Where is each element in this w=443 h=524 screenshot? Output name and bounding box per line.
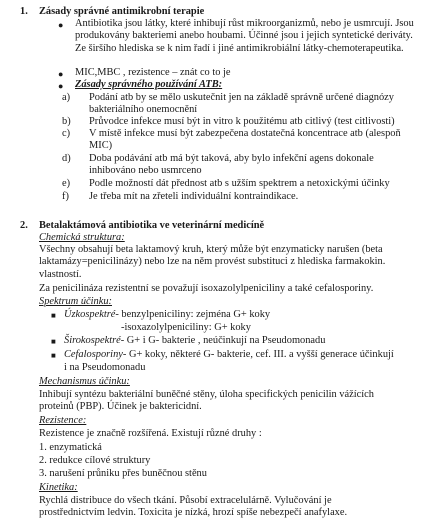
bullet-dot-icon: ●: [58, 20, 64, 30]
rule-label: b): [62, 116, 71, 127]
spectrum-narrow-label: Úzkospektré: [64, 309, 116, 320]
text-line: prostřednictvím ledvin. Toxicita je nízká, hrozí spíše nebezpečí anafylaxe.: [39, 507, 348, 519]
kinetics-text: [39, 495, 427, 520]
spectrum-broad-label: Širokospektré: [64, 335, 121, 346]
bullet-antibiotics-definition: [75, 18, 427, 55]
resistance-type: 1. enzymatická: [39, 442, 102, 453]
spectrum-cephalosporins: [64, 349, 394, 361]
rule-label: e): [62, 178, 71, 189]
spectrum-narrow: [64, 309, 270, 321]
square-bullet-icon: ■: [51, 351, 56, 360]
section-2-title: Betalaktámová antibiotika ve veterinární medicíně: [39, 220, 265, 231]
rule-c: [89, 128, 427, 153]
rule-a: [89, 92, 427, 117]
bullet-mic-mbc: MIC,MBC , rezistence – znát co to je: [75, 67, 231, 78]
text-line: Rychlá distribuce do všech tkání. Působí extracelulárně. Vylučování je: [39, 495, 332, 506]
text-line: V místě infekce musí být zabezpečena dostatečná koncentrace atb (alespoň: [89, 128, 401, 139]
square-bullet-icon: ■: [51, 311, 56, 320]
spectrum-narrow-text: - benzylpeniciliny: zejména G+ koky: [115, 309, 271, 320]
spectrum-ceph-text: - G+ koky, některé G- bakterie, cef. III. a vyšší generace účinkují: [122, 349, 394, 360]
rule-e: Podle možností dát přednost atb s užším spektrem a netoxickými účinky: [89, 178, 390, 189]
mechanism-text: [39, 389, 427, 414]
mechanism-heading: Mechanismus účinku:: [39, 376, 130, 387]
resistance-type: 2. redukce cílové struktury: [39, 455, 151, 466]
text-line: Podání atb by se mělo uskutečnit jen na základě správně určené diagnózy: [89, 92, 394, 103]
atb-rules-heading: Zásady správného používání ATB:: [75, 79, 223, 90]
text-line: bakteriálního onemocnění: [89, 104, 198, 116]
spectrum-ceph-line2: i na Pseudomonadu: [64, 362, 146, 373]
square-bullet-icon: ■: [51, 337, 56, 346]
spectrum-narrow-line2: -isoxazolylpeniciliny: G+ koky: [121, 322, 251, 333]
resistance-text: Rezistence je značně rozšířená. Existují různé druhy :: [39, 428, 262, 439]
text-line: Všechny obsahují beta laktamový kruh, který může být enzymaticky narušen (beta: [39, 244, 383, 255]
penicillinase-resistance-line: Za penicilináza rezistentní se považují isoxazolylpeniciliny a také cefalosporiny.: [39, 283, 374, 294]
rule-f: Je třeba mít na zřeteli individuální kontraindikace.: [89, 191, 299, 202]
section-1-heading: [20, 6, 205, 18]
resistance-heading: Rezistence:: [39, 415, 87, 426]
rule-label: c): [62, 128, 71, 139]
chem-structure-text: [39, 244, 427, 281]
chem-structure-heading: Chemická struktura:: [39, 232, 125, 243]
text-line: Doba podávání atb má být taková, aby bylo infekční agens dokonale: [89, 153, 374, 164]
rule-d: [89, 153, 427, 178]
resistance-type: 3. narušení průniku přes buněčnou stěnu: [39, 468, 207, 479]
spectrum-heading: Spektrum účinku:: [39, 296, 112, 307]
rule-label: f): [62, 191, 69, 202]
bullet-dot-icon: ●: [58, 69, 64, 79]
rule-label: d): [62, 153, 71, 164]
spectrum-ceph-label: Cefalosporiny: [64, 349, 123, 360]
section-1-number: 1.: [20, 6, 28, 17]
spectrum-broad-text: - G+ i G- bakterie , neúčinkují na Pseudomonadu: [120, 335, 326, 346]
text-line: MIC): [89, 140, 113, 152]
text-line: proteinů (PBP). Účinek je baktericidní.: [39, 401, 202, 413]
text-line: Ze širšího hlediska se k nim řadí i jiné antimikrobiální látky-chemoterapeutika.: [75, 42, 404, 54]
section-2-number: 2.: [20, 220, 28, 231]
text-line: vlastností.: [39, 268, 82, 280]
spectrum-broad: [64, 335, 325, 347]
rule-label: a): [62, 92, 71, 103]
text-line: produkovány bakteriemi anebo houbami. Účinné jsou i jejich syntetické deriváty.: [75, 30, 413, 42]
section-2-heading: [20, 220, 265, 232]
rule-b: Průvodce infekce musí být in vitro k použitému atb citlivý (test citlivosti): [89, 116, 395, 127]
kinetics-heading: Kinetika:: [39, 482, 78, 493]
text-line: Antibiotika jsou látky, které inhibují růst mikroorganizmů, nebo je usmrcují. Jsou: [75, 18, 414, 29]
text-line: laktamázy=penicilinázy) nebo lze na něm provést substituci z hlediska farmakokin.: [39, 256, 386, 268]
bullet-dot-icon: ●: [58, 81, 64, 91]
section-1-title: Zásady správné antimikrobní terapie: [39, 6, 205, 17]
text-line: Inhibují syntézu bakteriální buněčné stěny, úloha specifických penicilin vážících: [39, 389, 374, 400]
text-line: inhibováno nebo usmrceno: [89, 165, 202, 177]
